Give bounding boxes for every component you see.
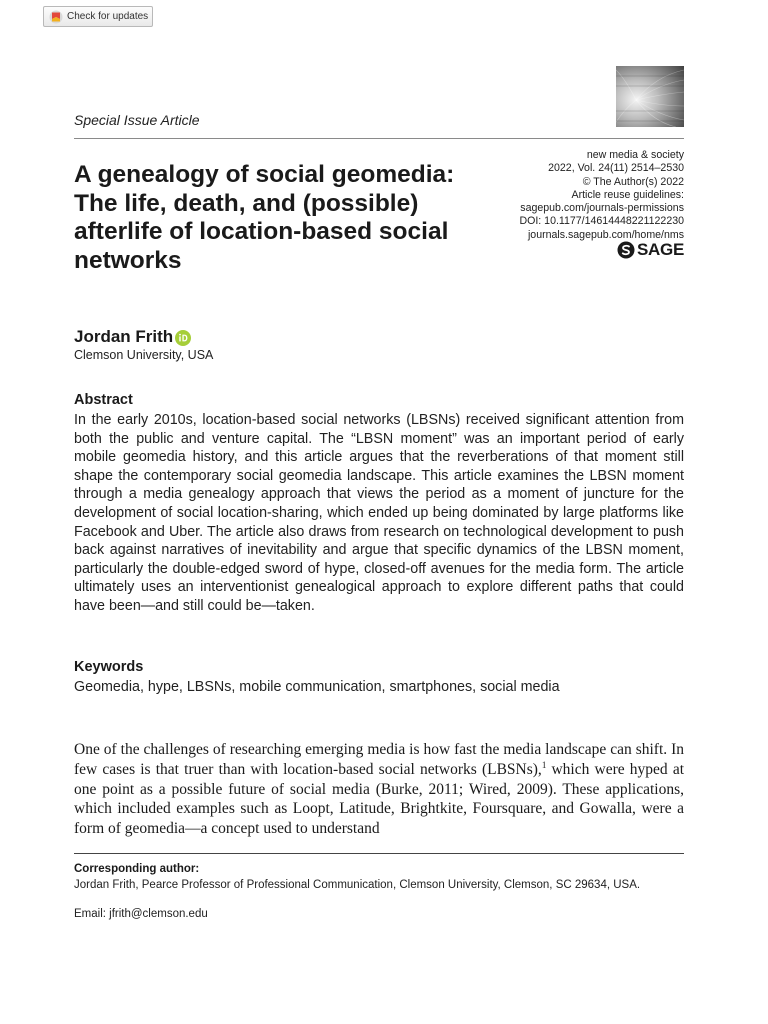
journal-cover-image (616, 66, 684, 127)
reuse-guidelines-label: Article reuse guidelines: (571, 188, 684, 201)
body-text-part-2: which were hyped at one point as a possible future of social media (Burke, 2011; Wired, 2009). These applications, which included examples such as Loopt, Latitude, Brightkite, Foursquare, and Gowalla, were a form of geomedia—a concept used to understand (74, 760, 685, 838)
abstract-heading: Abstract (74, 392, 133, 408)
abstract-text: In the early 2010s, location-based social networks (LBSNs) received significant attention from both the public and venture capital. The “LBSN moment” was an important period of early mobile geomedia history, and this article argues that the reverberations of that moment still shape the contemporary social geomedia landscape. This article examines the LBSN moment through a media genealogy approach that views the period as a moment of juncture for the development of social location-sharing, which ended up being dominated by large platforms like Facebook and Uber. The article also draws from research on technological development to push back against narratives of inevitability and argue that specific dynamics of the LBSN moment, particularly the double-edged sword of hype, closed-off avenues for the media form. The article ultimately uses an interventionist genealogical approach to explore different paths that could have been—and still could be—taken. (74, 412, 684, 614)
orcid-icon[interactable] (175, 330, 191, 346)
corresponding-author-email[interactable]: Email: jfrith@clemson.edu (74, 908, 208, 920)
sage-logo-icon (617, 241, 635, 259)
permissions-link[interactable]: sagepub.com/journals-permissions (520, 202, 684, 215)
journal-volume: 2022, Vol. 24(11) 2514–2530 (548, 162, 684, 175)
body-paragraph (74, 740, 684, 839)
corresponding-author-heading: Corresponding author: (74, 863, 200, 875)
publisher-name: SAGE (637, 240, 684, 259)
journal-homepage-link[interactable]: journals.sagepub.com/home/nms (527, 228, 684, 241)
publisher-logo (617, 240, 684, 260)
copyright-notice: © The Author(s) 2022 (582, 175, 684, 188)
article-type-label: Special Issue Article (74, 112, 200, 128)
footnote-divider (74, 853, 684, 854)
check-for-updates-button[interactable] (43, 6, 153, 27)
body-text-part-1: One of the challenges of researching emerging media is how fast the media landscape can shift. In few cases is that truer than with location-based social networks (LBSNs), (74, 741, 684, 778)
article-title: A genealogy of social geomedia: The life, death, and (possible) afterlife of location-based social networks (74, 161, 455, 274)
author-name: Jordan Frith (74, 327, 174, 346)
author-affiliation: Clemson University, USA (74, 348, 214, 362)
corresponding-author-address: Jordan Frith, Pearce Professor of Professional Communication, Clemson University, Clemson, SC 29634, USA. (74, 879, 641, 891)
journal-name: new media & society (586, 149, 684, 161)
header-divider (74, 138, 684, 139)
keywords-heading: Keywords (74, 659, 144, 675)
author-block (74, 327, 191, 347)
check-for-updates-label: Check for updates (67, 11, 149, 22)
crossmark-icon (49, 10, 63, 24)
footnote-marker[interactable]: 1 (541, 759, 547, 770)
keywords-list: Geomedia, hype, LBSNs, mobile communication, smartphones, social media (74, 679, 560, 695)
doi-link[interactable]: DOI: 10.1177/14614448221122230 (519, 215, 684, 228)
